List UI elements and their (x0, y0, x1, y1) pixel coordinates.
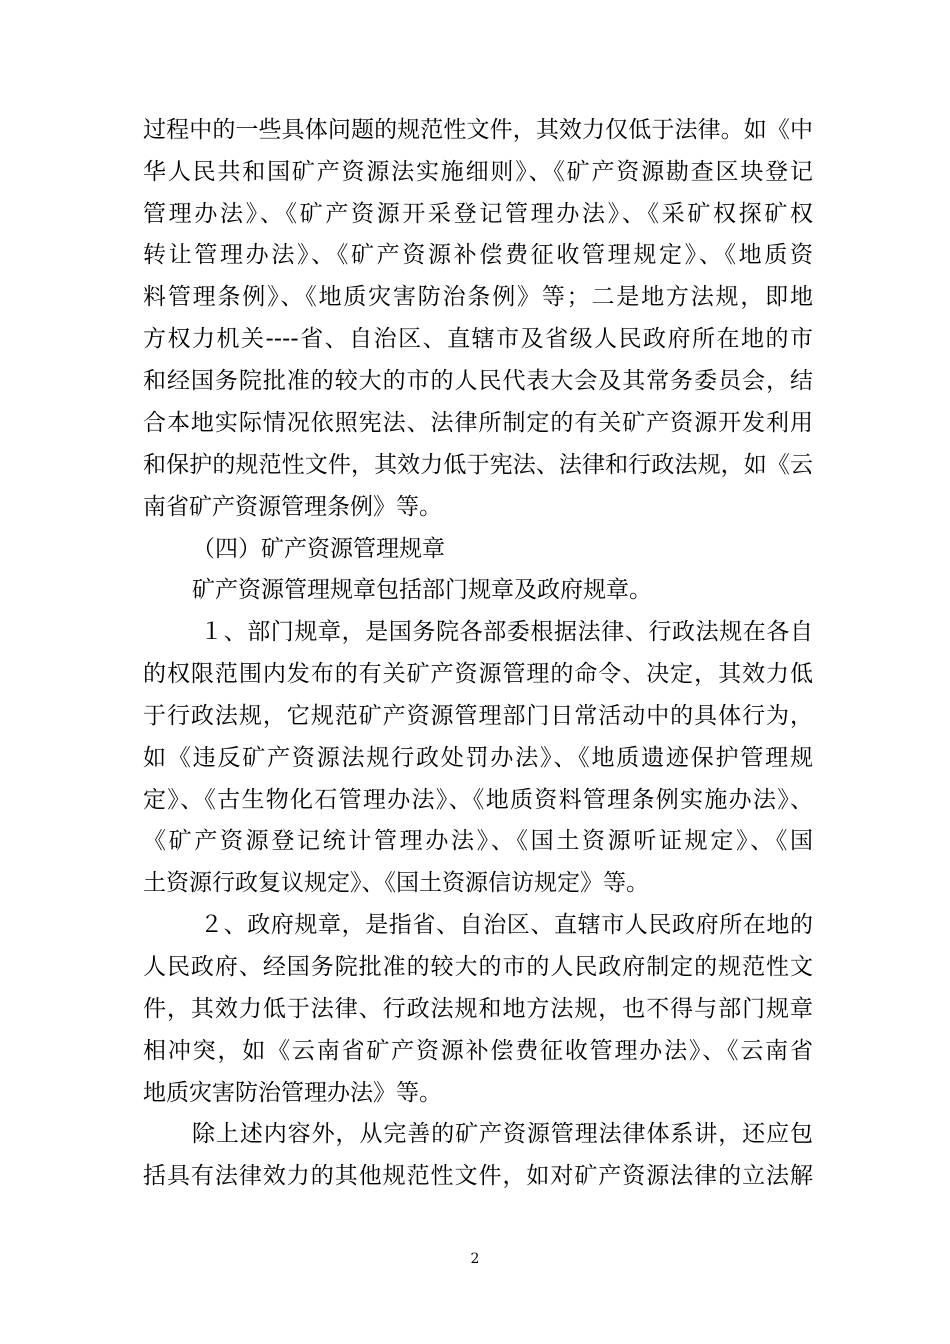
text-line: 方权力机关----省、自治区、直辖市及省级人民政府所在地的市 (143, 326, 813, 352)
text-line: 南省矿产资源管理条例》等。 (143, 494, 442, 520)
text-line: 华人民共和国矿产资源法实施细则》、《矿产资源勘查区块登记 (143, 159, 813, 185)
text-line: 料管理条例》、《地质灾害防治条例》等；二是地方法规，即地 (143, 284, 813, 310)
text-line: 和保护的规范性文件，其效力低于宪法、法律和行政法规，如《云 (143, 452, 813, 478)
text-line: 土资源行政复议规定》、《国土资源信访规定》等。 (143, 870, 649, 896)
text-line: １、部门规章，是国务院各部委根据法律、行政法规在各自 (200, 619, 813, 645)
text-line: 的权限范围内发布的有关矿产资源管理的命令、决定，其效力低 (143, 661, 813, 687)
text-line: 地质灾害防治管理办法》等。 (143, 1080, 442, 1106)
text-line: 人民政府、经国务院批准的较大的市的人民政府制定的规范性文 (143, 954, 813, 980)
page-number: 2 (470, 1251, 480, 1267)
text-line: 转让管理办法》、《矿产资源补偿费征收管理规定》、《地质资 (143, 242, 813, 268)
text-line: 定》、《古生物化石管理办法》、《地质资料管理条例实施办法》、 (143, 787, 813, 813)
text-line: 和经国务院批准的较大的市的人民代表大会及其常务委员会，结 (143, 368, 813, 394)
text-line: 除上述内容外，从完善的矿产资源管理法律体系讲，还应包 (192, 1121, 813, 1147)
text-line: 相冲突，如《云南省矿产资源补偿费征收管理办法》、《云南省 (143, 1038, 813, 1064)
text-line: 于行政法规，它规范矿产资源管理部门日常活动中的具体行为， (143, 703, 813, 729)
section-heading: （四）矿产资源管理规章 (192, 536, 445, 562)
text-line: 过程中的一些具体问题的规范性文件，其效力仅低于法律。如《中 (143, 117, 813, 143)
text-line: 件，其效力低于法律、行政法规和地方法规，也不得与部门规章 (143, 996, 813, 1022)
text-line: 括具有法律效力的其他规范性文件，如对矿产资源法律的立法解 (143, 1163, 813, 1189)
text-line: 矿产资源管理规章包括部门规章及政府规章。 (192, 577, 652, 603)
text-line: ２、政府规章，是指省、自治区、直辖市人民政府所在地的 (200, 912, 813, 938)
text-line: 合本地实际情况依照宪法、法律所制定的有关矿产资源开发利用 (143, 410, 813, 436)
text-line: 如《违反矿产资源法规行政处罚办法》、《地质遗迹保护管理规 (143, 745, 813, 771)
text-line: 《矿产资源登记统计管理办法》、《国土资源听证规定》、《国 (143, 828, 813, 854)
text-line: 管理办法》、《矿产资源开采登记管理办法》、《采矿权探矿权 (143, 201, 813, 227)
